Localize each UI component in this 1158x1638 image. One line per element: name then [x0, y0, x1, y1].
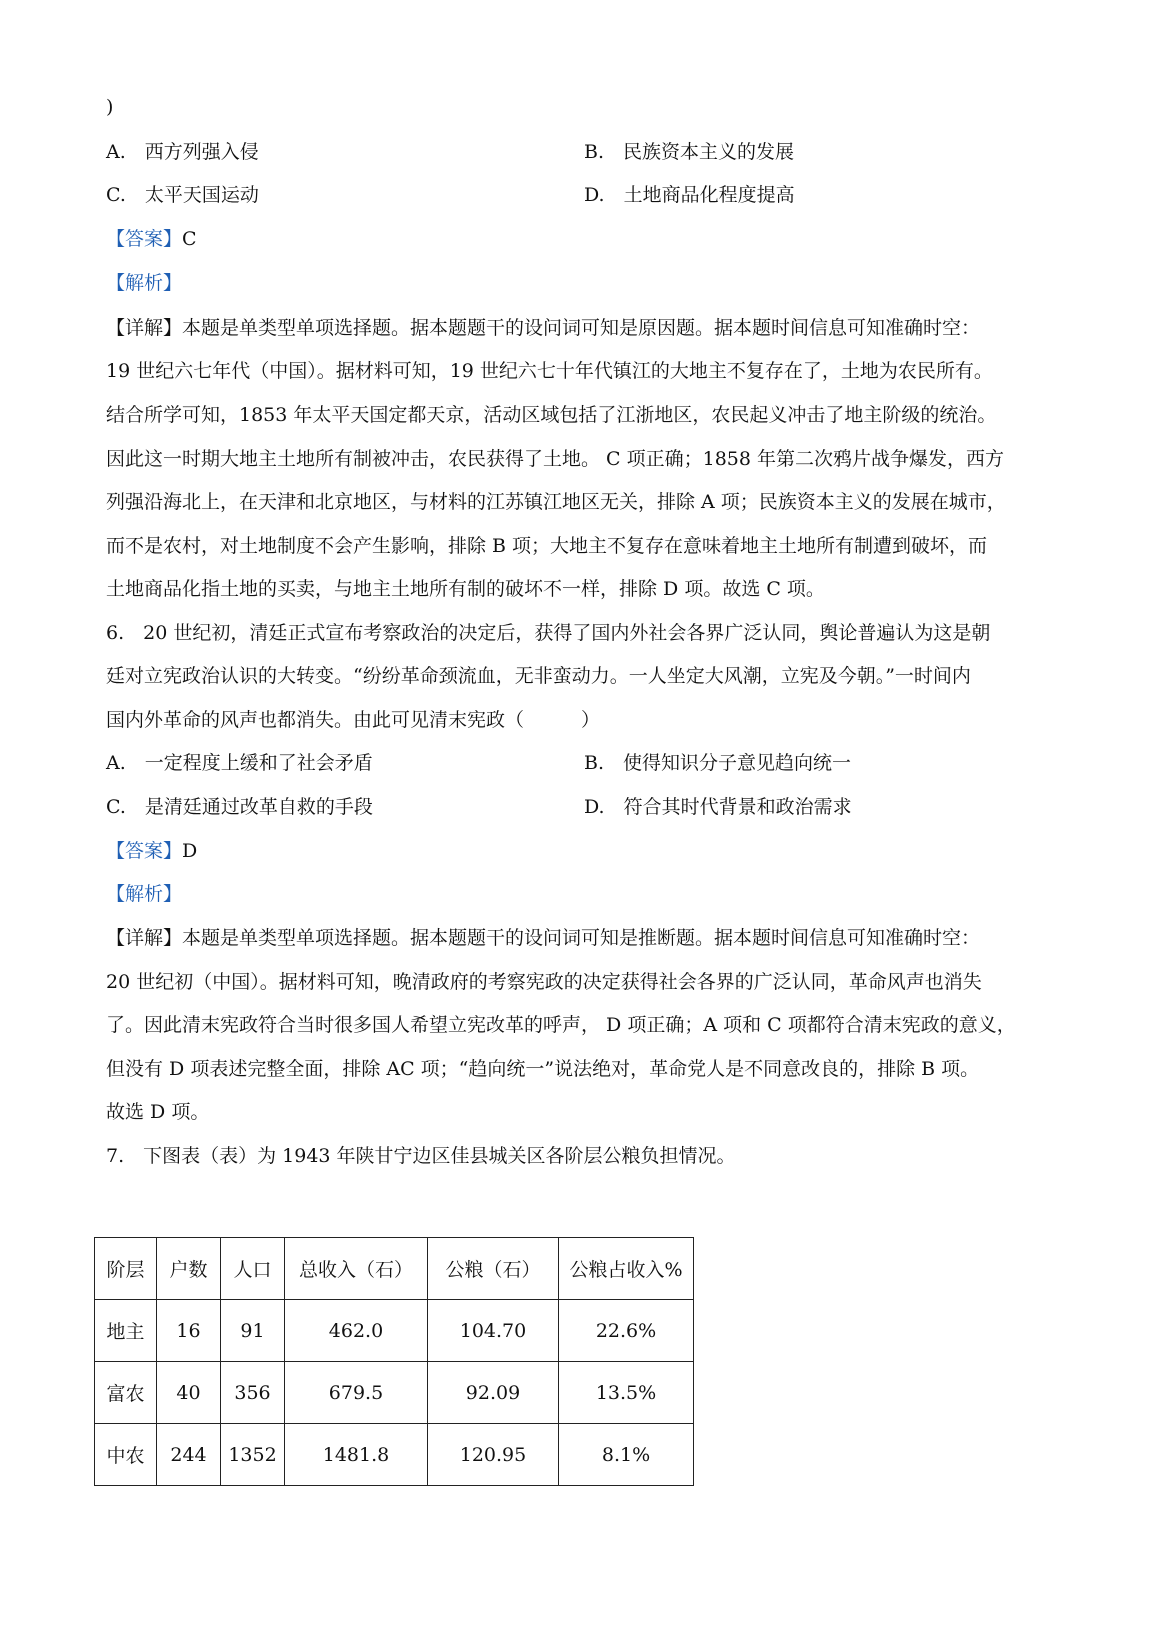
table-cell: 356: [221, 1362, 285, 1424]
table-row: [95, 1424, 694, 1486]
q5-detail-line-2: 19 世纪六七年代（中国）。据材料可知，19 世纪六七十年代镇江的大地主不复存在了，土地为农民所有。: [106, 360, 993, 382]
table-cell: 1352: [221, 1424, 285, 1486]
q5-analysis-tag: 【解析】: [106, 272, 183, 294]
table-cell: 22.6%: [559, 1300, 694, 1362]
q6-stem-line-2: 廷对立宪政治认识的大转变。“纷纷革命颈流血，无非蛮动力。一人坐定大风潮，立宪及今朝。”一时间内: [106, 665, 971, 687]
q6-stem-line-1: 6. 20 世纪初，清廷正式宣布考察政治的决定后，获得了国内外社会各界广泛认同，舆论普遍认为这是朝: [106, 622, 991, 644]
q6-option-a: A. 一定程度上缓和了社会矛盾: [106, 752, 373, 774]
header-cell: 阶层: [95, 1238, 157, 1300]
header-cell: 公粮（石）: [428, 1238, 559, 1300]
q6-detail-line-3: 了。因此清末宪政符合当时很多国人希望立宪改革的呼声， D 项正确；A 项和 C 项都符合清末宪政的意义，: [106, 1014, 1016, 1036]
answer-tag: 【答案】: [106, 228, 183, 250]
table-row: [95, 1300, 694, 1362]
table-cell: 679.5: [285, 1362, 428, 1424]
table-cell: 462.0: [285, 1300, 428, 1362]
table-cell: 中农: [95, 1424, 157, 1486]
table-cell: 104.70: [428, 1300, 559, 1362]
table-cell: 244: [157, 1424, 221, 1486]
q5-option-b: B. 民族资本主义的发展: [584, 141, 795, 163]
detail-text: 本题是单类型单项选择题。据本题题干的设问词可知是原因题。据本题时间信息可知准确时空：: [182, 317, 981, 339]
q5-option-d: D. 土地商品化程度提高: [584, 184, 795, 206]
q6-option-c: C. 是清廷通过改革自救的手段: [106, 796, 373, 818]
q5-option-a: A. 西方列强入侵: [106, 141, 259, 163]
table-row: [95, 1362, 694, 1424]
table-cell: 91: [221, 1300, 285, 1362]
q5-stem-tail: ): [106, 96, 114, 118]
q6-option-b: B. 使得知识分子意见趋向统一: [584, 752, 852, 774]
table-cell: 120.95: [428, 1424, 559, 1486]
q5-detail-line-1: [106, 315, 980, 341]
table-cell: 13.5%: [559, 1362, 694, 1424]
q6-detail-line-4: 但没有 D 项表述完整全面，排除 AC 项；“趋向统一”说法绝对，革命党人是不同意改良的，排除 B 项。: [106, 1058, 980, 1080]
q7-stem: 7. 下图表（表）为 1943 年陕甘宁边区佳县城关区各阶层公粮负担情况。: [106, 1145, 736, 1167]
detail-text: 本题是单类型单项选择题。据本题题干的设问词可知是推断题。据本题时间信息可知准确时空：: [182, 927, 981, 949]
table-cell: 92.09: [428, 1362, 559, 1424]
table-cell: 40: [157, 1362, 221, 1424]
q5-detail-line-6: 而不是农村，对土地制度不会产生影响，排除 B 项；大地主不复存在意味着地主土地所有制遭到破坏，而: [106, 535, 988, 557]
table-cell: 地主: [95, 1300, 157, 1362]
header-cell: 公粮占收入%: [559, 1238, 694, 1300]
q6-option-d: D. 符合其时代背景和政治需求: [584, 796, 852, 818]
q5-answer: [106, 226, 197, 252]
header-cell: 人口: [221, 1238, 285, 1300]
q5-detail-line-7: 土地商品化指土地的买卖，与地主土地所有制的破坏不一样，排除 D 项。故选 C 项。: [106, 578, 825, 600]
table-cell: 8.1%: [559, 1424, 694, 1486]
header-cell: 户数: [157, 1238, 221, 1300]
table-header-row: [95, 1238, 694, 1300]
table-cell: 16: [157, 1300, 221, 1362]
header-cell: 总收入（石）: [285, 1238, 428, 1300]
table-cell: 富农: [95, 1362, 157, 1424]
q6-detail-line-5: 故选 D 项。: [106, 1101, 210, 1123]
q5-option-c: C. 太平天国运动: [106, 184, 259, 206]
answer-value: D: [182, 840, 198, 862]
detail-tag: 【详解】: [106, 927, 183, 949]
detail-tag: 【详解】: [106, 317, 183, 339]
q6-analysis-tag: 【解析】: [106, 883, 183, 905]
answer-tag: 【答案】: [106, 840, 183, 862]
table-cell: 1481.8: [285, 1424, 428, 1486]
answer-value: C: [182, 228, 197, 250]
grain-burden-table: [94, 1237, 694, 1486]
q6-detail-line-1: [106, 925, 980, 951]
q6-detail-line-2: 20 世纪初（中国）。据材料可知，晚清政府的考察宪政的决定获得社会各界的广泛认同，革命风声也消失: [106, 971, 982, 993]
q5-detail-line-3: 结合所学可知，1853 年太平天国定都天京，活动区域包括了江浙地区，农民起义冲击了地主阶级的统治。: [106, 404, 997, 426]
q6-answer: [106, 838, 197, 864]
q5-detail-line-4: 因此这一时期大地主土地所有制被冲击，农民获得了土地。 C 项正确；1858 年第二次鸦片战争爆发，西方: [106, 448, 1005, 470]
q6-stem-line-3: 国内外革命的风声也都消失。由此可见清末宪政（ ）: [106, 709, 601, 731]
q5-detail-line-5: 列强沿海北上，在天津和北京地区，与材料的江苏镇江地区无关，排除 A 项；民族资本主义的发展在城市，: [106, 491, 1006, 513]
